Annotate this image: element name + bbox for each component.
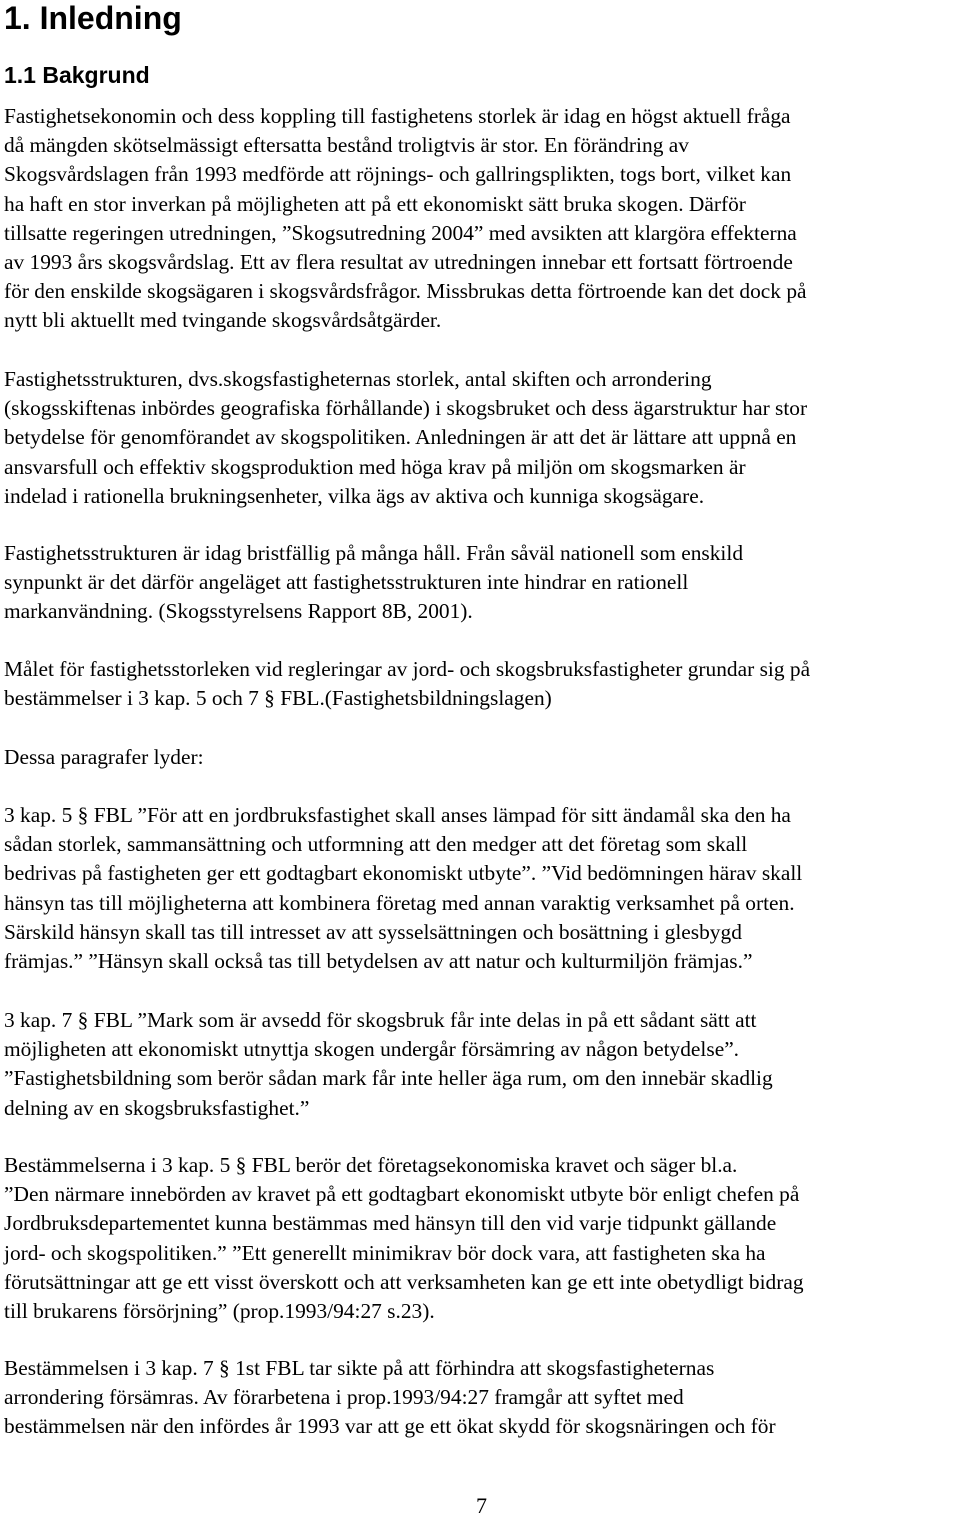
paragraph-provisions-7 — [4, 1354, 958, 1442]
paragraph-section-7 — [4, 1006, 958, 1123]
text-line: Fastighetsekonomin och dess koppling till fastighetens storlek är idag en högst aktuell fråga — [4, 104, 791, 128]
text-line: indelad i rationella brukningsenheter, vilka ägs av aktiva och kunniga skogsägare. — [4, 483, 705, 508]
text-line: möjligheten att ekonomiskt utnyttja skogen undergår försämring av någon betydelse”. — [4, 1037, 740, 1062]
text-line: ”Fastighetsbildning som berör sådan mark får inte heller äga rum, om den innebär skadlig — [4, 1066, 773, 1091]
text-line: delning av en skogsbruksfastighet.” — [4, 1095, 310, 1120]
text-line: för den enskilde skogsägaren i skogsvårdsfrågor. Missbrukas detta förtroende kan det dock på — [4, 279, 807, 304]
text-line: tillsatte regeringen utredningen, ”Skogsutredning 2004” med avsikten att klargöra effekterna — [4, 220, 797, 245]
text-line: nytt bli aktuellt med tvingande skogsvårdsåtgärder. — [4, 308, 442, 333]
text-line: sådan storlek, sammansättning och utformning att den medger att det företag som skall — [4, 832, 748, 857]
text-line: till brukarens försörjning” (prop.1993/94:27 s.23). — [4, 1299, 435, 1324]
text-line: bestämmelser i 3 kap. 5 och 7 § FBL.(Fastighetsbildningslagen) — [4, 686, 552, 711]
text-line: ansvarsfull och effektiv skogsproduktion med höga krav på miljön om skogsmarken är — [4, 454, 746, 479]
text-line: bedrivas på fastigheten ger ett godtagbart ekonomiskt utbyte”. ”Vid bedömningen härav skall — [4, 861, 803, 886]
text-line: då mängden skötselmässigt eftersatta bestånd troligtvis är stor. En förändring av — [4, 133, 689, 158]
text-line: Fastighetsstrukturen, dvs.skogsfastigheternas storlek, antal skiften och arrondering — [4, 367, 712, 391]
text-line: ”Den närmare innebörden av kravet på ett godtagbart ekonomiskt utbyte bör enligt chefen på — [4, 1182, 800, 1207]
paragraph-intro-sections — [4, 743, 958, 772]
text-line: hänsyn tas till möjligheterna att kombinera företag med annan varaktig verksamhet på orten. — [4, 890, 795, 915]
section-heading: 1.1 Bakgrund — [4, 62, 150, 88]
paragraph-goal — [4, 655, 958, 713]
text-line: ha haft en stor inverkan på möjligheten att på ett ekonomiskt sätt bruka skogen. Därför — [4, 191, 746, 216]
paragraph-property-structure — [4, 365, 958, 511]
chapter-heading: 1. Inledning — [4, 0, 182, 36]
text-line: synpunkt är det därför angeläget att fastighetsstrukturen inte hindrar en rationell — [4, 570, 689, 595]
text-line: bestämmelsen när den infördes år 1993 var att ge ett ökat skydd för skogsnäringen och för — [4, 1414, 776, 1439]
text-line: förutsättningar att ge ett visst överskott och att verksamheten kan ge ett inte obetydligt bidrag — [4, 1269, 804, 1294]
text-line: Bestämmelserna i 3 kap. 5 § FBL berör det företagsekonomiska kravet och säger bl.a. — [4, 1153, 738, 1177]
text-line: Skogsvårdslagen från 1993 medförde att röjnings- och gallringsplikten, togs bort, vilket kan — [4, 162, 792, 187]
page-number: 7 — [476, 1493, 487, 1518]
text-line: Bestämmelsen i 3 kap. 7 § 1st FBL tar sikte på att förhindra att skogsfastigheternas — [4, 1356, 715, 1380]
text-line: främjas.” ”Hänsyn skall också tas till betydelsen av att natur och kulturmiljön främjas.” — [4, 949, 753, 974]
text-line: arrondering försämras. Av förarbetena i prop.1993/94:27 framgår att syftet med — [4, 1385, 684, 1410]
paragraph-structure-deficient — [4, 539, 958, 627]
text-line: markanvändning. (Skogsstyrelsens Rapport 8B, 2001). — [4, 599, 473, 624]
text-line: Dessa paragrafer lyder: — [4, 745, 204, 769]
text-line: Särskild hänsyn skall tas till intresset av att sysselsättningen och bosättning i glesbygd — [4, 919, 742, 944]
text-line: Jordbruksdepartementet kunna bestämmas med hänsyn till den vid varje tidpunkt gällande — [4, 1211, 777, 1236]
text-line: 3 kap. 7 § FBL ”Mark som är avsedd för skogsbruk får inte delas in på ett sådant sätt att — [4, 1008, 757, 1032]
text-line: Målet för fastighetsstorleken vid regleringar av jord- och skogsbruksfastigheter grundar sig på — [4, 657, 811, 681]
paragraph-provisions-5 — [4, 1151, 958, 1326]
paragraph-background-intro — [4, 102, 958, 336]
text-line: av 1993 års skogsvårdslag. Ett av flera resultat av utredningen innebar ett fortsatt förtroende — [4, 250, 793, 275]
text-line: jord- och skogspolitiken.” ”Ett generellt minimikrav bör dock vara, att fastigheten ska ha — [4, 1240, 766, 1265]
text-line: betydelse för genomförandet av skogspolitiken. Anledningen är att det är lättare att uppnå en — [4, 425, 797, 450]
text-line: 3 kap. 5 § FBL ”För att en jordbruksfastighet skall anses lämpad för sitt ändamål ska den ha — [4, 803, 791, 827]
text-line: (skogsskiftenas inbördes geografiska förhållande) i skogsbruket och dess ägarstruktur har stor — [4, 396, 808, 421]
text-line: Fastighetsstrukturen är idag bristfällig på många håll. Från såväl nationell som enskild — [4, 541, 744, 565]
paragraph-section-5 — [4, 801, 958, 976]
